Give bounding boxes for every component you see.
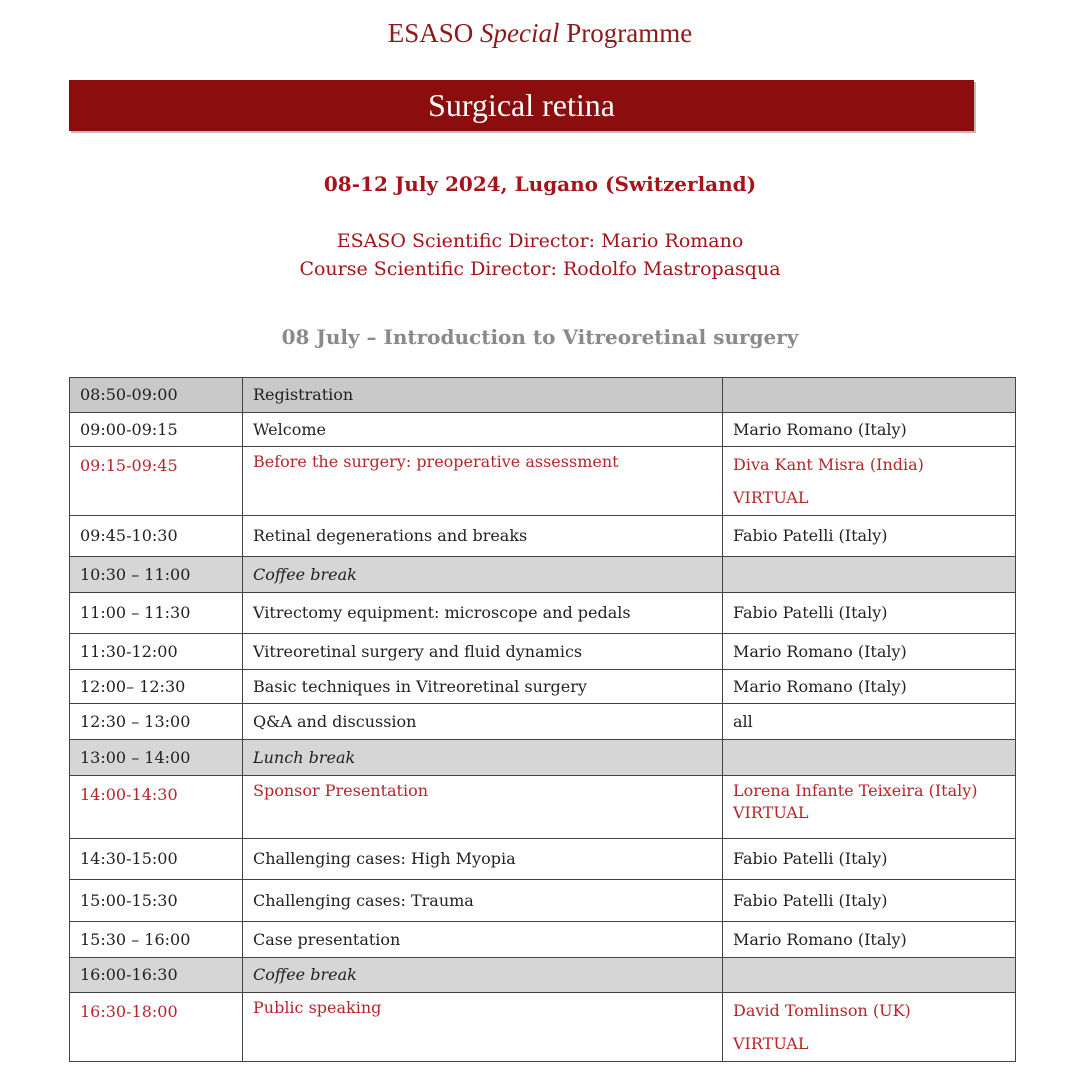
speaker-cell: Mario Romano (Italy) — [723, 922, 1016, 958]
topic-cell: Challenging cases: High Myopia — [243, 839, 723, 880]
time-cell: 15:30 – 16:00 — [70, 922, 243, 958]
topic-cell: Welcome — [243, 413, 723, 447]
virtual-note: VIRTUAL — [733, 1034, 809, 1053]
table-row — [70, 557, 1016, 593]
topic-cell: Public speaking — [243, 993, 723, 1062]
speaker-cell: Mario Romano (Italy) — [723, 413, 1016, 447]
table-row — [70, 922, 1016, 958]
time-cell: 16:00-16:30 — [70, 958, 243, 993]
table-row — [70, 413, 1016, 447]
table-row — [70, 670, 1016, 704]
speaker-cell: Fabio Patelli (Italy) — [723, 593, 1016, 634]
table-row — [70, 704, 1016, 740]
course-title-bar — [69, 80, 974, 131]
time-cell: 09:00-09:15 — [70, 413, 243, 447]
time-cell: 09:45-10:30 — [70, 516, 243, 557]
programme-header — [0, 18, 1080, 49]
table-row — [70, 958, 1016, 993]
table-row — [70, 993, 1016, 1062]
speaker-cell: Lorena Infante Teixeira (Italy) VIRTUAL — [723, 776, 1016, 839]
speaker-cell: Mario Romano (Italy) — [723, 634, 1016, 670]
table-row — [70, 516, 1016, 557]
org-name: ESASO — [387, 18, 474, 48]
topic-cell: Coffee break — [243, 958, 723, 993]
time-cell: 10:30 – 11:00 — [70, 557, 243, 593]
topic-cell: Sponsor Presentation — [243, 776, 723, 839]
speaker-cell: Fabio Patelli (Italy) — [723, 880, 1016, 922]
speaker-cell: Fabio Patelli (Italy) — [723, 839, 1016, 880]
topic-cell: Before the surgery: preoperative assessment — [243, 447, 723, 516]
table-row — [70, 634, 1016, 670]
speaker-name: David Tomlinson (UK) — [733, 1001, 911, 1020]
topic-cell: Registration — [243, 378, 723, 413]
virtual-note: VIRTUAL — [733, 488, 809, 507]
speaker-cell — [723, 993, 1016, 1062]
schedule-table — [69, 377, 1016, 1062]
topic-cell: Vitrectomy equipment: microscope and pedals — [243, 593, 723, 634]
table-row — [70, 593, 1016, 634]
topic-cell: Retinal degenerations and breaks — [243, 516, 723, 557]
topic-cell: Coffee break — [243, 557, 723, 593]
speaker-cell — [723, 958, 1016, 993]
speaker-cell — [723, 447, 1016, 516]
table-row — [70, 776, 1016, 839]
topic-cell: Case presentation — [243, 922, 723, 958]
day-title: 08 July – Introduction to Vitreoretinal surgery — [281, 325, 799, 349]
time-cell: 12:00– 12:30 — [70, 670, 243, 704]
speaker-cell: all — [723, 704, 1016, 740]
time-cell: 09:15-09:45 — [70, 447, 243, 516]
time-cell: 11:30-12:00 — [70, 634, 243, 670]
table-row — [70, 447, 1016, 516]
speaker-cell — [723, 378, 1016, 413]
speaker-cell: Fabio Patelli (Italy) — [723, 516, 1016, 557]
time-cell: 14:30-15:00 — [70, 839, 243, 880]
time-cell: 08:50-09:00 — [70, 378, 243, 413]
time-cell: 14:00-14:30 — [70, 776, 243, 839]
time-cell: 11:00 – 11:30 — [70, 593, 243, 634]
topic-cell: Q&A and discussion — [243, 704, 723, 740]
course-dates: 08-12 July 2024, Lugano (Switzerland) — [323, 172, 757, 196]
topic-cell: Lunch break — [243, 740, 723, 776]
time-cell: 15:00-15:30 — [70, 880, 243, 922]
table-row — [70, 839, 1016, 880]
table-row — [70, 880, 1016, 922]
table-row — [70, 740, 1016, 776]
special-label: Special — [480, 18, 560, 48]
course-title: Surgical retina — [428, 87, 615, 123]
topic-cell: Vitreoretinal surgery and fluid dynamics — [243, 634, 723, 670]
table-row — [70, 378, 1016, 413]
esaso-director: ESASO Scientific Director: Mario Romano — [336, 230, 744, 252]
speaker-cell — [723, 557, 1016, 593]
speaker-cell: Mario Romano (Italy) — [723, 670, 1016, 704]
time-cell: 16:30-18:00 — [70, 993, 243, 1062]
programme-label: Programme — [566, 18, 693, 48]
topic-cell: Challenging cases: Trauma — [243, 880, 723, 922]
time-cell: 12:30 – 13:00 — [70, 704, 243, 740]
time-cell: 13:00 – 14:00 — [70, 740, 243, 776]
speaker-name: Diva Kant Misra (India) — [733, 455, 924, 474]
topic-cell: Basic techniques in Vitreoretinal surgery — [243, 670, 723, 704]
course-director: Course Scientific Director: Rodolfo Mastropasqua — [299, 258, 781, 280]
speaker-cell — [723, 740, 1016, 776]
